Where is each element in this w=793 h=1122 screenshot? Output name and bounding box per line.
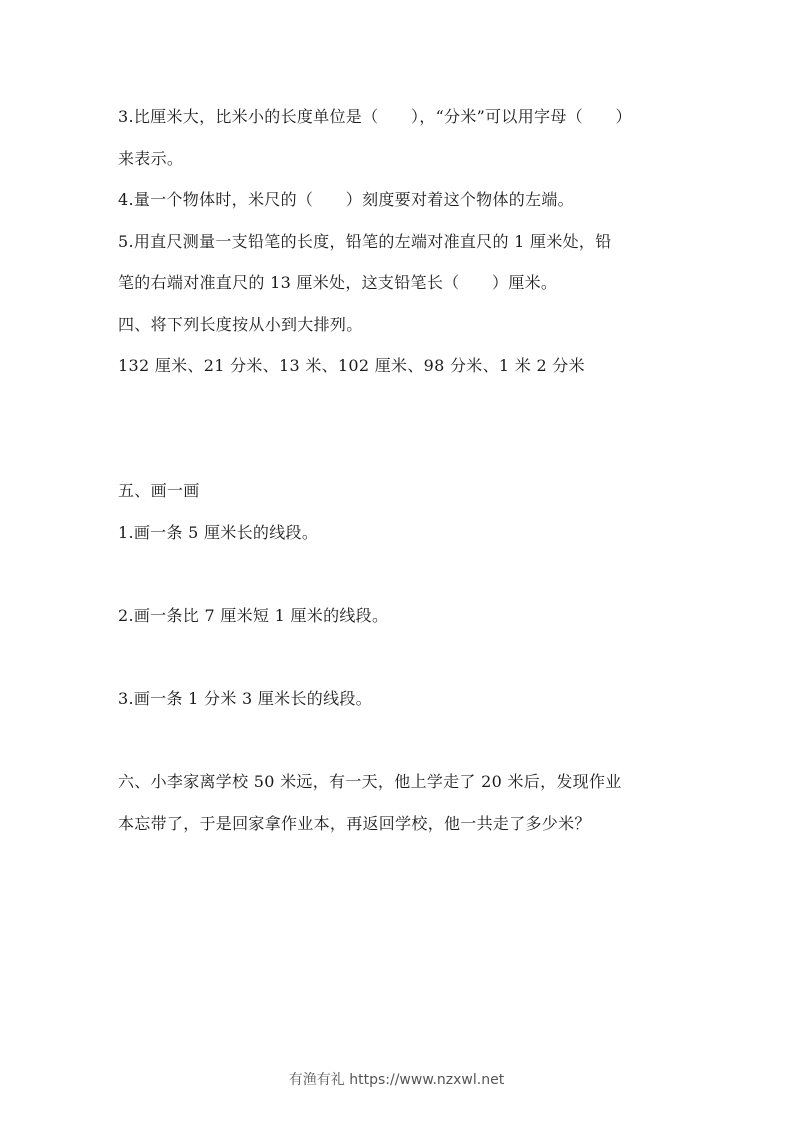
footer-watermark: 有渔有礼 https://www.nzxwl.net	[288, 1072, 505, 1088]
question-3-line-1: 3.比厘米大，比米小的长度单位是（ ），“分米”可以用字母（ ）	[118, 107, 632, 126]
section-6-line-2: 本忘带了，于是回家拿作业本，再返回学校，他一共走了多少米？	[118, 814, 591, 833]
question-4: 4.量一个物体时，米尺的（ ）刻度要对着这个物体的左端。	[118, 190, 574, 209]
section-4-title: 四、将下列长度按从小到大排列。	[118, 315, 363, 334]
section-5-question-1: 1.画一条 5 厘米长的线段。	[118, 523, 319, 542]
section-6-line-1: 六、小李家离学校 50 米远，有一天，他上学走了 20 米后，发现作业	[118, 772, 622, 791]
section-5-question-3: 3.画一条 1 分米 3 厘米长的线段。	[118, 689, 372, 708]
section-4-lengths: 132 厘米、21 分米、13 米、102 厘米、98 分米、1 米 2 分米	[118, 356, 585, 375]
section-5-question-2: 2.画一条比 7 厘米短 1 厘米的线段。	[118, 606, 389, 625]
question-5-line-1: 5.用直尺测量一支铅笔的长度，铅笔的左端对准直尺的 1 厘米处，铅	[118, 232, 612, 251]
section-5-title: 五、画一画	[118, 481, 200, 500]
question-3-line-2: 来表示。	[118, 149, 184, 168]
question-5-line-2: 笔的右端对准直尺的 13 厘米处，这支铅笔长（ ）厘米。	[118, 273, 558, 292]
